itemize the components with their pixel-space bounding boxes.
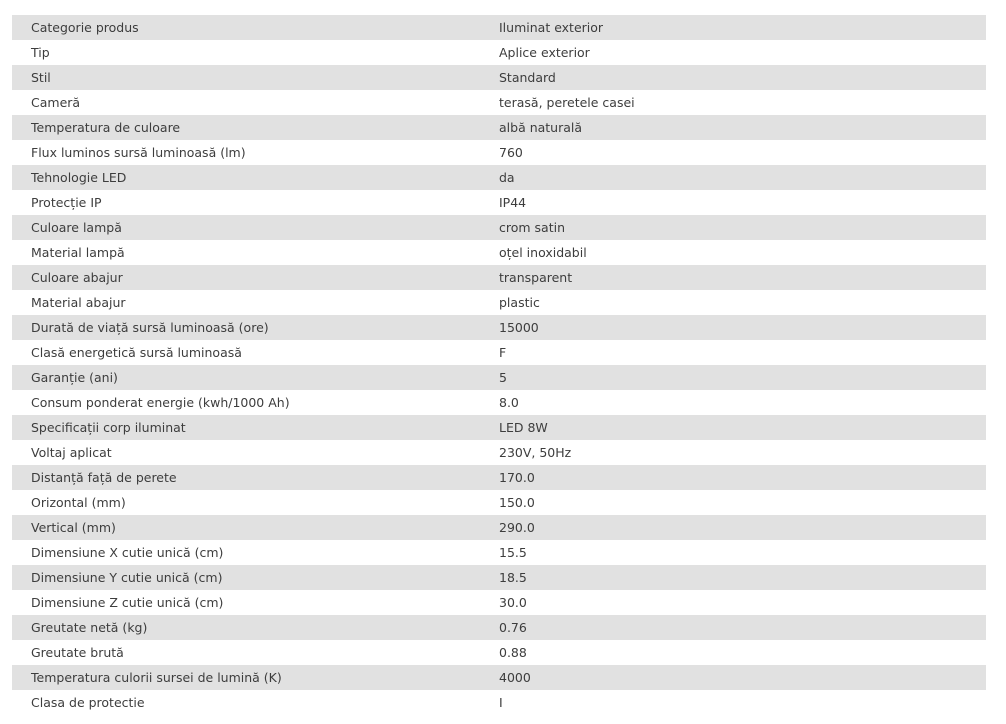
- spec-row: [12, 590, 986, 615]
- spec-row: [12, 90, 986, 115]
- spec-label: Flux luminos sursă luminoasă (lm): [31, 145, 246, 160]
- spec-value: 0.88: [499, 645, 527, 660]
- spec-value: 760: [499, 145, 523, 160]
- spec-value: Aplice exterior: [499, 45, 590, 60]
- spec-label: Culoare abajur: [31, 270, 123, 285]
- spec-row: [12, 315, 986, 340]
- spec-label: Cameră: [31, 95, 81, 110]
- spec-label: Material lampă: [31, 245, 125, 260]
- spec-value: albă naturală: [499, 120, 583, 135]
- spec-label: Durată de viață sursă luminoasă (ore): [31, 320, 269, 335]
- spec-value: 150.0: [499, 495, 535, 510]
- spec-label: Dimensiune Z cutie unică (cm): [31, 595, 224, 610]
- spec-label: Clasa de protectie: [31, 695, 145, 710]
- spec-value: Standard: [499, 70, 556, 85]
- spec-row: [12, 165, 986, 190]
- spec-value: terasă, peretele casei: [499, 95, 635, 110]
- spec-value: 230V, 50Hz: [499, 445, 572, 460]
- spec-label: Stil: [31, 70, 51, 85]
- spec-row: [12, 340, 986, 365]
- spec-row: [12, 515, 986, 540]
- spec-row: [12, 215, 986, 240]
- specifications-table: [12, 15, 986, 715]
- spec-label: Categorie produs: [31, 20, 139, 35]
- spec-value: 4000: [499, 670, 531, 685]
- spec-value: 18.5: [499, 570, 527, 585]
- spec-label: Specificații corp iluminat: [31, 420, 186, 435]
- spec-row: [12, 365, 986, 390]
- spec-value: oțel inoxidabil: [499, 245, 587, 260]
- spec-row: [12, 640, 986, 665]
- spec-value: IP44: [499, 195, 527, 210]
- spec-label: Tehnologie LED: [31, 170, 127, 185]
- spec-label: Distanță față de perete: [31, 470, 177, 485]
- spec-label: Greutate brută: [31, 645, 124, 660]
- spec-value: transparent: [499, 270, 573, 285]
- spec-row: [12, 690, 986, 715]
- spec-value: 30.0: [499, 595, 527, 610]
- spec-value: 0.76: [499, 620, 527, 635]
- spec-row: [12, 65, 986, 90]
- spec-value: 15000: [499, 320, 539, 335]
- spec-label: Dimensiune Y cutie unică (cm): [31, 570, 223, 585]
- spec-label: Dimensiune X cutie unică (cm): [31, 545, 224, 560]
- spec-value: Iluminat exterior: [499, 20, 604, 35]
- spec-value: plastic: [499, 295, 540, 310]
- spec-label: Temperatura de culoare: [31, 120, 181, 135]
- spec-value: 290.0: [499, 520, 535, 535]
- spec-label: Clasă energetică sursă luminoasă: [31, 345, 242, 360]
- spec-row: [12, 615, 986, 640]
- spec-row: [12, 40, 986, 65]
- spec-label: Voltaj aplicat: [31, 445, 112, 460]
- spec-label: Material abajur: [31, 295, 126, 310]
- spec-label: Garanție (ani): [31, 370, 118, 385]
- spec-row: [12, 415, 986, 440]
- spec-row: [12, 140, 986, 165]
- spec-row: [12, 540, 986, 565]
- spec-value: LED 8W: [499, 420, 548, 435]
- spec-row: [12, 465, 986, 490]
- spec-label: Vertical (mm): [31, 520, 116, 535]
- spec-row: [12, 665, 986, 690]
- spec-label: Orizontal (mm): [31, 495, 126, 510]
- spec-row: [12, 115, 986, 140]
- spec-value: I: [499, 695, 503, 710]
- spec-row: [12, 190, 986, 215]
- spec-row: [12, 240, 986, 265]
- spec-value: F: [499, 345, 507, 360]
- spec-row: [12, 265, 986, 290]
- spec-row: [12, 290, 986, 315]
- spec-row: [12, 15, 986, 40]
- spec-value: 15.5: [499, 545, 527, 560]
- spec-value: da: [499, 170, 515, 185]
- spec-row: [12, 440, 986, 465]
- spec-row: [12, 390, 986, 415]
- spec-label: Culoare lampă: [31, 220, 122, 235]
- spec-label: Tip: [31, 45, 50, 60]
- spec-value: 8.0: [499, 395, 519, 410]
- spec-value: 5: [499, 370, 507, 385]
- spec-value: 170.0: [499, 470, 535, 485]
- spec-row: [12, 490, 986, 515]
- spec-label: Temperatura culorii sursei de lumină (K): [31, 670, 282, 685]
- spec-label: Greutate netă (kg): [31, 620, 148, 635]
- spec-value: crom satin: [499, 220, 566, 235]
- spec-label: Consum ponderat energie (kwh/1000 Ah): [31, 395, 290, 410]
- spec-label: Protecție IP: [31, 195, 102, 210]
- spec-row: [12, 565, 986, 590]
